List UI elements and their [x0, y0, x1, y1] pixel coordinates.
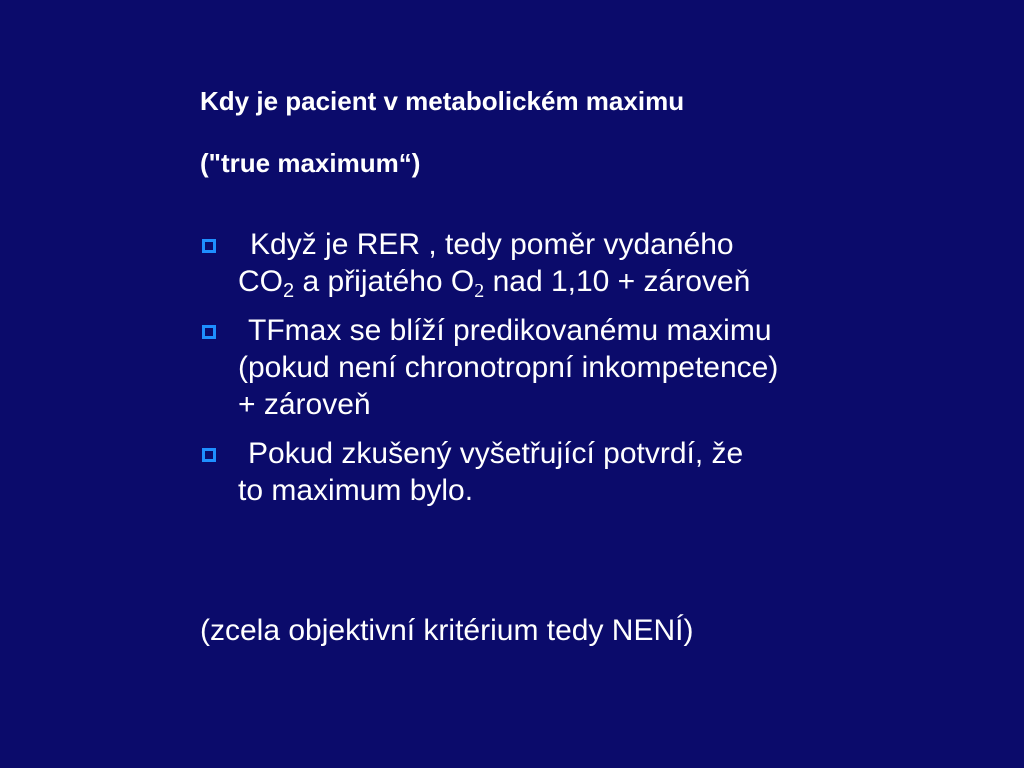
- bullet-line: to maximum bylo.: [238, 474, 474, 507]
- bullet-text: [238, 435, 990, 509]
- bullet-line: Pokud zkušený vyšetřující potvrdí, že: [248, 437, 744, 470]
- bullet-list: [200, 226, 990, 521]
- bullet-line: (pokud není chronotropní inkompetence): [238, 351, 779, 384]
- bullet-line: Když je RER , tedy poměr vydaného: [250, 228, 734, 261]
- subscript-2: 2: [474, 280, 485, 302]
- hollow-square-bullet-icon: [202, 325, 216, 339]
- threshold-text: nad 1,10 + zároveň: [484, 265, 751, 298]
- title-line-2: ("true maximum“): [200, 148, 421, 178]
- slide-title: [200, 70, 980, 194]
- subscript-2: 2: [283, 280, 295, 302]
- bullet-item-rer: [200, 226, 990, 300]
- bullet-line: [238, 263, 990, 300]
- hollow-square-bullet-icon: [202, 239, 216, 253]
- co2-text: CO: [238, 265, 283, 298]
- hollow-square-bullet-icon: [202, 448, 216, 462]
- bullet-text: [238, 312, 990, 423]
- bullet-line: TFmax se blíží predikovanému maximu: [248, 314, 772, 347]
- footer-note: (zcela objektivní kritérium tedy NENÍ): [200, 614, 694, 647]
- bullet-item-tfmax: [200, 312, 990, 423]
- o2-text: a přijatého O: [294, 265, 475, 298]
- bullet-item-examiner: [200, 435, 990, 509]
- bullet-line: + zároveň: [238, 388, 371, 421]
- title-line-1: Kdy je pacient v metabolickém maximu: [200, 86, 685, 116]
- bullet-text: [238, 226, 990, 300]
